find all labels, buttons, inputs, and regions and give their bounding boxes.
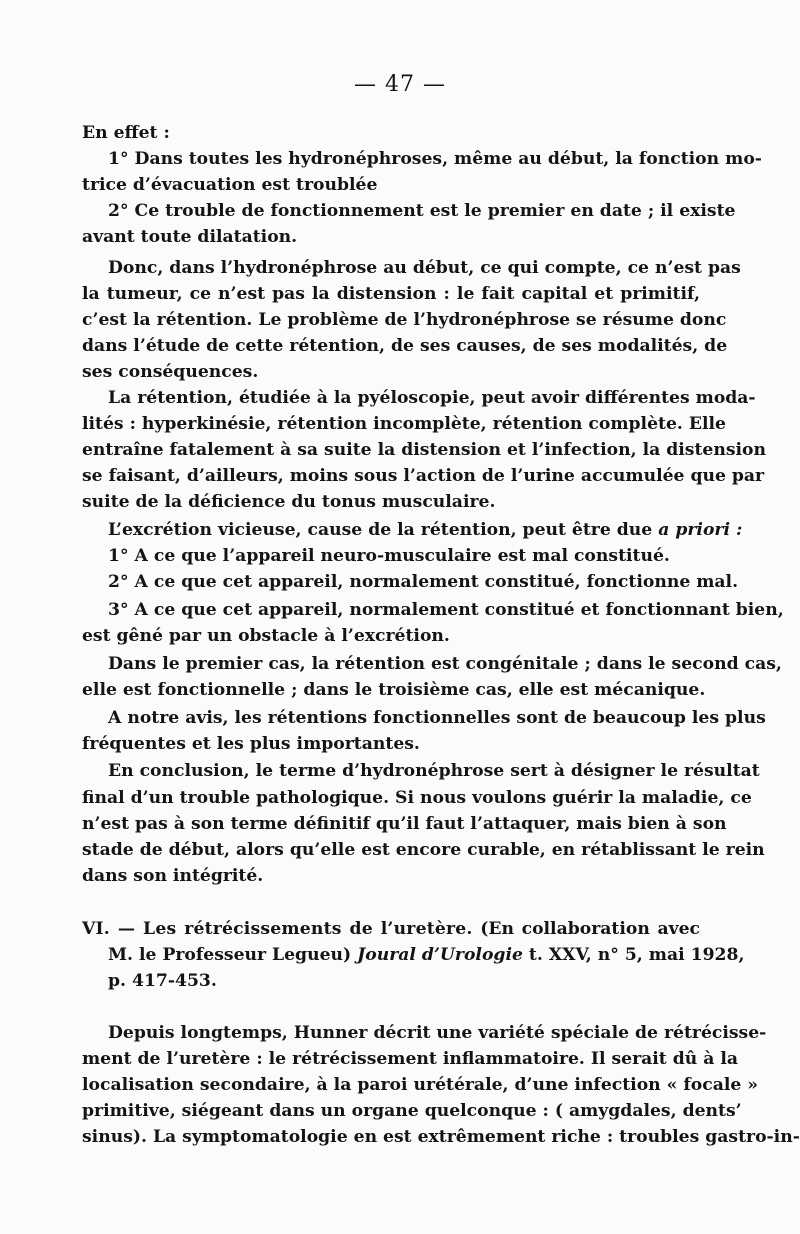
text-line: Depuis longtemps, Hunner décrit une variété spéciale de rétrécisse- — [108, 1023, 767, 1043]
text-line: se faisant, d’ailleurs, moins sous l’action de l’urine accumulée que par — [82, 466, 765, 486]
text-line: sinus). La symptomatologie en est extrêmement riche : troubles gastro-in- — [82, 1127, 800, 1147]
text-line: stade de début, alors qu’elle est encore curable, en rétablissant le rein — [82, 840, 765, 860]
text-line: entraîne fatalement à sa suite la distension et l’infection, la distension — [82, 440, 766, 460]
text-line: fréquentes et les plus importantes. — [82, 734, 420, 754]
journal-title: Joural d’Urologie — [357, 945, 523, 965]
text-line: la tumeur, ce n’est pas la distension : le fait capital et primitif, — [82, 284, 700, 304]
text-line: dans l’étude de cette rétention, de ses causes, de ses modalités, de — [82, 336, 728, 356]
text-line — [82, 517, 743, 543]
text-line: suite de la déficience du tonus musculaire. — [82, 492, 496, 512]
citation-line — [82, 942, 745, 968]
citation-pages: p. 417-453. — [108, 971, 217, 991]
text-line: 2° Ce trouble de fonctionnement est le premier en date ; il existe — [108, 201, 736, 221]
text-line: elle est fonctionnelle ; dans le troisième cas, elle est mécanique. — [82, 680, 706, 700]
text-line: trice d’évacuation est troublée — [82, 175, 378, 195]
text-line: Donc, dans l’hydronéphrose au début, ce qui compte, ce n’est pas — [108, 258, 741, 278]
text-line: La rétention, étudiée à la pyéloscopie, peut avoir différentes moda- — [108, 388, 756, 408]
text-line: c’est la rétention. Le problème de l’hydronéphrose se résume donc — [82, 310, 727, 330]
text-line: 1° A ce que l’appareil neuro-musculaire est mal constitué. — [108, 546, 670, 566]
page-number: — 47 — — [354, 72, 446, 97]
citation-volume: t. XXV, n° 5, mai 1928, — [522, 945, 745, 965]
heading-collaboration: (En collaboration avec — [472, 919, 701, 939]
text-line: localisation secondaire, à la paroi urétérale, d’une infection « focale » — [82, 1075, 759, 1095]
text-line: primitive, siégeant dans un organe quelconque : ( amygdales, dents’ — [82, 1101, 742, 1121]
text-line: En conclusion, le terme d’hydronéphrose sert à désigner le résultat — [108, 761, 760, 781]
text-line: n’est pas à son terme définitif qu’il faut l’attaquer, mais bien à son — [82, 814, 727, 834]
text-line: ses conséquences. — [82, 362, 259, 382]
text-line: 3° A ce que cet appareil, normalement constitué et fonctionnant bien, — [108, 600, 784, 620]
text-line: En effet : — [82, 123, 170, 143]
text-line: 2° A ce que cet appareil, normalement constitué, fonctionne mal. — [108, 572, 739, 592]
text-line: Dans le premier cas, la rétention est congénitale ; dans le second cas, — [108, 654, 782, 674]
text-line: avant toute dilatation. — [82, 227, 298, 247]
text-fragment: L’excrétion vicieuse, cause de la rétention, peut être due — [108, 520, 653, 540]
text-line: dans son intégrité. — [82, 866, 264, 886]
citation-author: M. le Professeur Legueu) — [108, 945, 358, 965]
text-line: A notre avis, les rétentions fonctionnelles sont de beaucoup les plus — [108, 708, 766, 728]
text-line: est gêné par un obstacle à l’excrétion. — [82, 626, 450, 646]
section-heading — [82, 916, 700, 942]
text-line: final d’un trouble pathologique. Si nous voulons guérir la maladie, ce — [82, 788, 752, 808]
text-line: lités : hyperkinésie, rétention incomplète, rétention complète. Elle — [82, 414, 726, 434]
heading-title: VI. — Les rétrécissements de l’uretère. — [82, 919, 473, 939]
italic-term: a priori : — [658, 520, 743, 540]
text-line: 1° Dans toutes les hydronéphroses, même au début, la fonction mo- — [108, 149, 762, 169]
text-line: ment de l’uretère : le rétrécissement inflammatoire. Il serait dû à la — [82, 1049, 738, 1069]
